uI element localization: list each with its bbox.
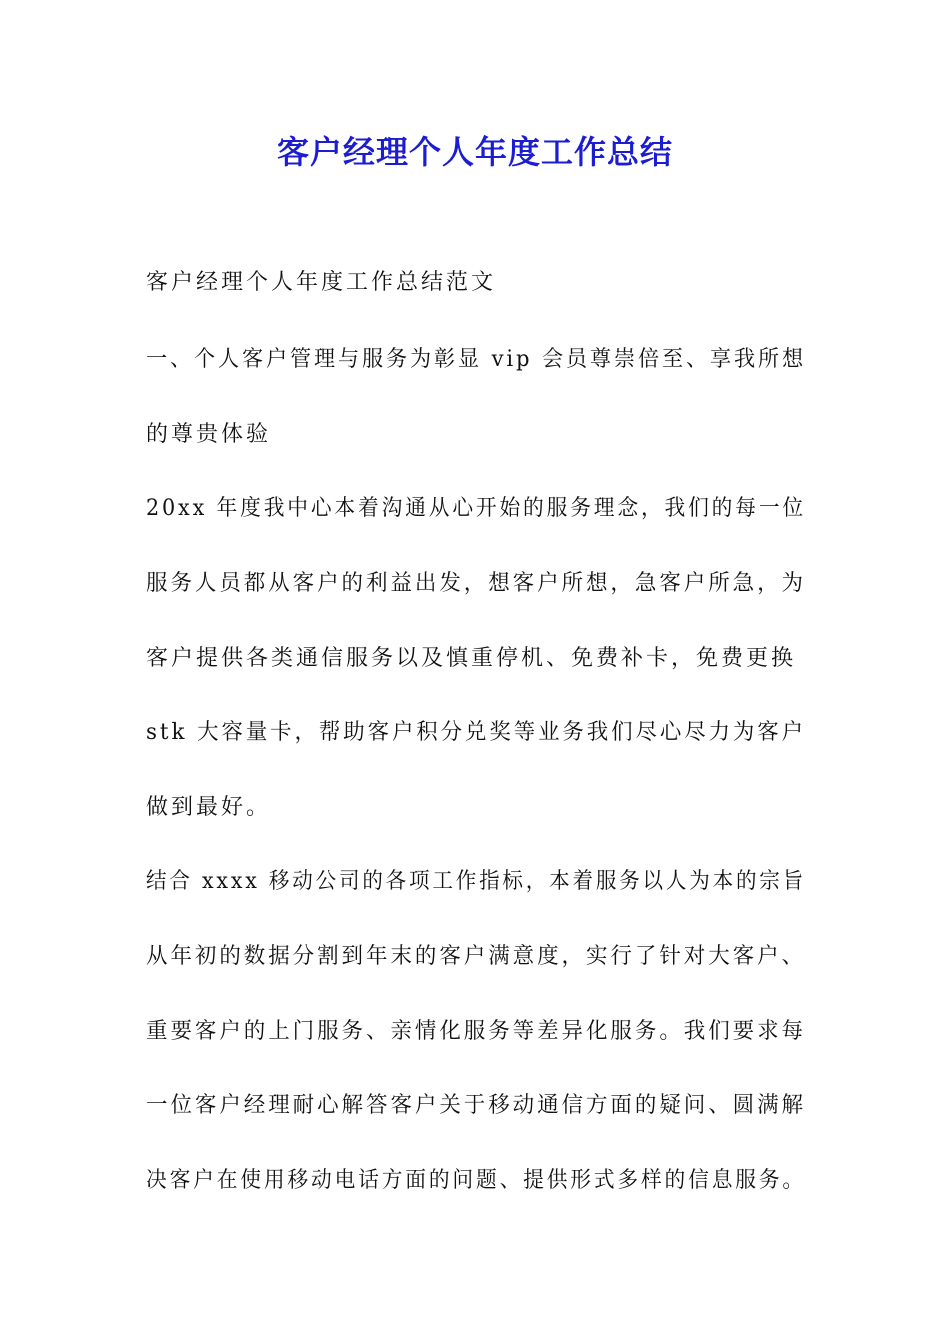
text-line: 从年初的数据分割到年末的客户满意度，实行了针对大客户、: [146, 944, 806, 969]
text-line: 一、个人客户管理与服务为彰显 vip 会员尊崇倍至、享我所想: [146, 347, 806, 372]
document-title: 客户经理个人年度工作总结: [276, 133, 673, 171]
text-line: 一位客户经理耐心解答客户关于移动通信方面的疑问、圆满解: [146, 1093, 806, 1118]
text-line: 客户提供各类通信服务以及慎重停机、免费补卡，免费更换: [146, 646, 797, 671]
text-line: 重要客户的上门服务、亲情化服务等差异化服务。我们要求每: [146, 1019, 806, 1044]
text-line: 的尊贵体验: [146, 422, 272, 447]
text-line: 20xx 年度我中心本着沟通从心开始的服务理念，我们的每一位: [146, 496, 806, 521]
text-line: 服务人员都从客户的利益出发，想客户所想，急客户所急，为: [146, 571, 806, 596]
text-line: 决客户在使用移动电话方面的问题、提供形式多样的信息服务。: [146, 1168, 806, 1193]
text-line: 结合 xxxx 移动公司的各项工作指标，本着服务以人为本的宗旨: [146, 869, 806, 894]
text-line: 做到最好。: [146, 795, 272, 820]
text-line: stk 大容量卡，帮助客户积分兑奖等业务我们尽心尽力为客户: [146, 720, 806, 745]
text-line: 客户经理个人年度工作总结范文: [146, 270, 497, 295]
